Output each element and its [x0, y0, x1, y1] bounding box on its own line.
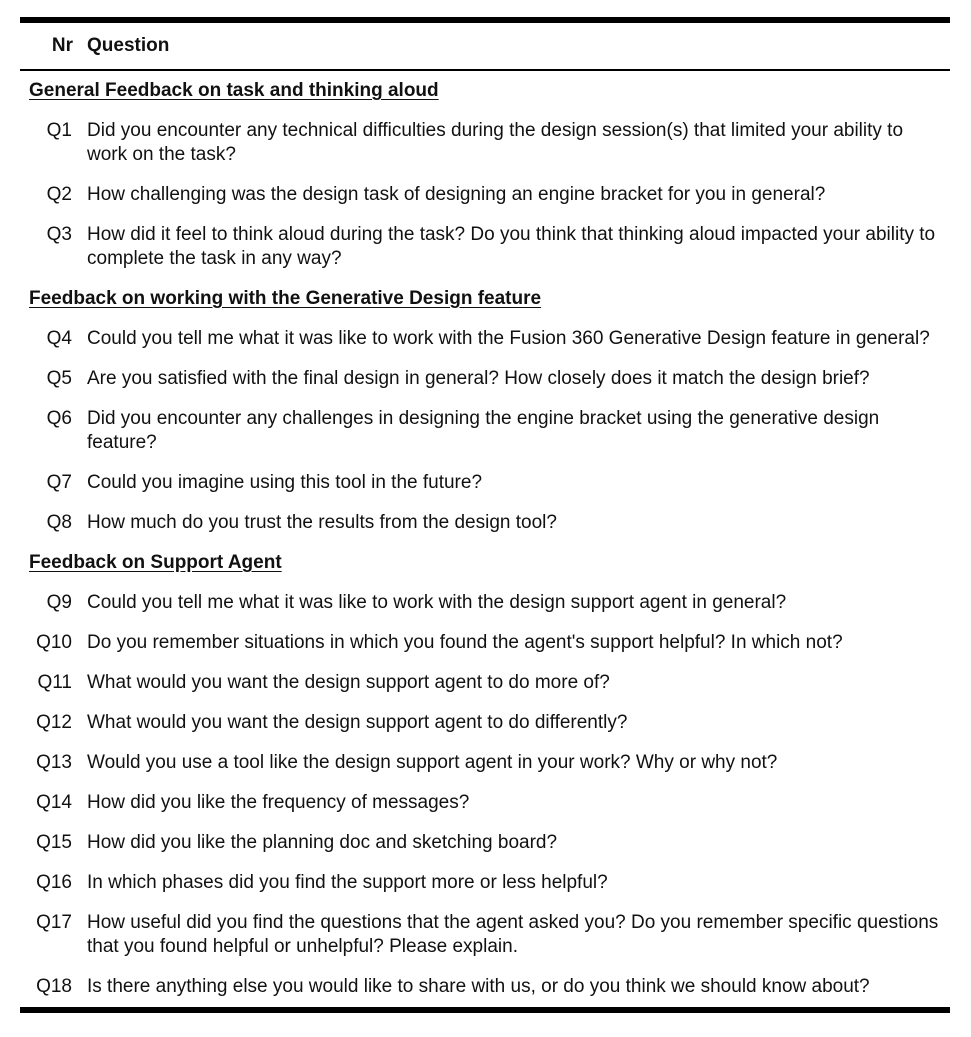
- question-text: Is there anything else you would like to share with us, or do you think we should know about?: [87, 976, 870, 997]
- table-row: [20, 359, 950, 399]
- table-row: [20, 903, 950, 967]
- table-row: [20, 463, 950, 503]
- question-text: Did you encounter any technical difficulties during the design session(s) that limited your ability to work on the task?: [87, 120, 904, 165]
- bottom-rule: [20, 1007, 950, 1013]
- section-title: Feedback on Support Agent: [29, 552, 282, 573]
- header-nr: Nr: [51, 35, 73, 56]
- table-row: [20, 863, 950, 903]
- question-text: Could you imagine using this tool in the future?: [87, 472, 483, 493]
- table-row: [20, 703, 950, 743]
- table-header: [20, 23, 950, 69]
- question-number: Q13: [36, 752, 72, 773]
- section-title: Feedback on working with the Generative Design feature: [29, 288, 542, 309]
- table-row: [20, 503, 950, 543]
- question-text: How much do you trust the results from the design tool?: [87, 512, 557, 533]
- question-number: Q17: [36, 912, 72, 933]
- question-number: Q3: [46, 224, 72, 245]
- question-text: In which phases did you find the support more or less helpful?: [87, 872, 608, 893]
- question-number: Q18: [36, 976, 72, 997]
- question-number: Q7: [46, 472, 72, 493]
- question-text: How useful did you find the questions that the agent asked you? Do you remember specific questions that you found helpful or unhelpful? Please explain.: [87, 912, 939, 957]
- table-row: [20, 623, 950, 663]
- question-number: Q9: [46, 592, 72, 613]
- question-text: What would you want the design support agent to do differently?: [87, 712, 628, 733]
- table-row: [20, 111, 950, 175]
- question-table: [20, 17, 950, 1013]
- question-number: Q6: [46, 408, 72, 429]
- section-title: General Feedback on task and thinking aloud: [29, 80, 439, 101]
- table-row: [20, 215, 950, 279]
- table-row: [20, 743, 950, 783]
- question-text: How challenging was the design task of designing an engine bracket for you in general?: [87, 184, 826, 205]
- question-text: Did you encounter any challenges in designing the engine bracket using the generative design feature?: [87, 408, 880, 453]
- header-question: Question: [87, 35, 170, 56]
- question-text: Could you tell me what it was like to work with the design support agent in general?: [87, 592, 787, 613]
- table-row: [20, 967, 950, 1007]
- question-text: How did you like the planning doc and sketching board?: [87, 832, 558, 853]
- question-number: Q1: [46, 120, 72, 141]
- question-number: Q5: [46, 368, 72, 389]
- question-text: Could you tell me what it was like to work with the Fusion 360 Generative Design feature in general?: [87, 328, 930, 349]
- table-body: [20, 71, 950, 1007]
- table-row: [20, 823, 950, 863]
- question-text: How did it feel to think aloud during the task? Do you think that thinking aloud impacted your ability to complete the task in any way?: [87, 224, 936, 269]
- table-row: [20, 663, 950, 703]
- question-number: Q2: [46, 184, 72, 205]
- question-number: Q14: [36, 792, 72, 813]
- question-number: Q10: [36, 632, 72, 653]
- question-number: Q16: [36, 872, 72, 893]
- question-number: Q11: [37, 672, 72, 693]
- table-row: [20, 399, 950, 463]
- question-number: Q8: [46, 512, 72, 533]
- question-text: Do you remember situations in which you found the agent's support helpful? In which not?: [87, 632, 843, 653]
- table-row: [20, 319, 950, 359]
- question-text: Are you satisfied with the final design in general? How closely does it match the design brief?: [87, 368, 870, 389]
- question-number: Q4: [46, 328, 72, 349]
- question-number: Q15: [36, 832, 72, 853]
- table-row: [20, 783, 950, 823]
- question-number: Q12: [36, 712, 72, 733]
- question-text: Would you use a tool like the design support agent in your work? Why or why not?: [87, 752, 778, 773]
- table-row: [20, 175, 950, 215]
- question-text: What would you want the design support agent to do more of?: [87, 672, 610, 693]
- question-text: How did you like the frequency of messages?: [87, 792, 470, 813]
- table-row: [20, 583, 950, 623]
